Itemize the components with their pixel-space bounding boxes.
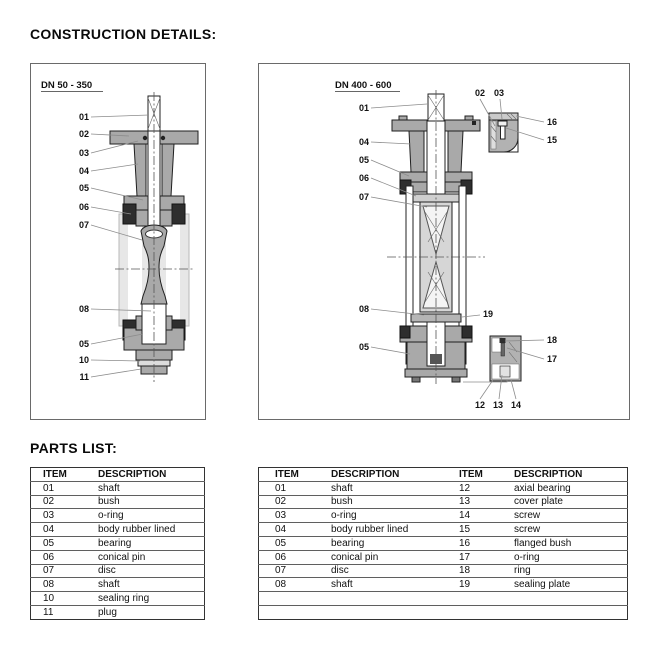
valve-section-dn400: [387, 90, 485, 384]
col-header-description: DESCRIPTION: [331, 468, 400, 480]
callout-dn400-05: 05: [358, 155, 369, 165]
item-cell: 05: [259, 536, 332, 550]
table-row: [259, 495, 628, 509]
dn50-350-label: DN 50 - 350: [41, 80, 93, 91]
description-cell: conical pin: [98, 550, 205, 564]
description-cell: shaft: [98, 481, 205, 495]
table-row: [259, 536, 628, 550]
table-header-row: [259, 468, 628, 482]
item-cell: 14: [444, 509, 514, 523]
table-row: [259, 578, 628, 592]
parts-list-heading: PARTS LIST:: [30, 440, 118, 456]
description-cell: screw: [514, 509, 628, 523]
table-row: [31, 523, 205, 537]
item-cell: 01: [31, 481, 99, 495]
callout-dn50-01: 01: [78, 112, 89, 122]
parts-table-left: [30, 467, 205, 620]
description-cell: bush: [98, 495, 205, 509]
callout-dn50-05b: 05: [78, 339, 89, 349]
callout-dn400-07: 07: [358, 192, 369, 202]
description-cell: bush: [331, 495, 444, 509]
item-cell: 19: [444, 578, 514, 592]
table-row: [259, 523, 628, 537]
callout-dn400-12: 12: [474, 400, 486, 410]
callout-dn50-07: 07: [78, 220, 89, 230]
callout-dn50-02: 02: [78, 129, 89, 139]
item-cell: 07: [259, 564, 332, 578]
description-cell: ring: [514, 564, 628, 578]
item-cell: 08: [259, 578, 332, 592]
item-cell: 11: [31, 605, 99, 619]
detail-inset-bottom: [490, 336, 521, 381]
empty-table-row: [259, 605, 628, 619]
callout-dn400-06: 06: [358, 173, 369, 183]
callout-dn400-02: 02: [474, 88, 486, 98]
description-cell: sealing ring: [98, 592, 205, 606]
description-cell: o-ring: [98, 509, 205, 523]
callout-dn50-11: 11: [79, 372, 89, 382]
dn400-600-drawing: [259, 64, 629, 419]
item-cell: 04: [31, 523, 99, 537]
table-row: [259, 481, 628, 495]
dn50-callouts: [79, 112, 89, 382]
table-row: [31, 605, 205, 619]
detail-inset-top: [489, 113, 518, 152]
item-cell: 16: [444, 536, 514, 550]
table-row: [259, 509, 628, 523]
description-cell: disc: [98, 564, 205, 578]
table-row: [31, 495, 205, 509]
callout-dn400-08: 08: [358, 304, 369, 314]
dn50-350-drawing: [31, 64, 205, 419]
item-cell: 12: [444, 481, 514, 495]
callout-dn400-01: 01: [358, 103, 369, 113]
item-cell: 15: [444, 523, 514, 537]
item-cell: 18: [444, 564, 514, 578]
dn400-600-label: DN 400 - 600: [335, 80, 392, 91]
callout-dn400-19: 19: [483, 309, 494, 319]
description-cell: shaft: [98, 578, 205, 592]
description-cell: flanged bush: [514, 536, 628, 550]
description-cell: axial bearing: [514, 481, 628, 495]
callout-dn400-15: 15: [547, 135, 558, 145]
callout-dn50-05: 05: [78, 183, 89, 193]
table-row: [31, 509, 205, 523]
col-header-item: ITEM: [43, 468, 67, 480]
description-cell: body rubber lined: [331, 523, 444, 537]
description-cell: sealing plate: [514, 578, 628, 592]
item-cell: 05: [31, 536, 99, 550]
col-header-description: DESCRIPTION: [98, 468, 167, 480]
table-row: [31, 592, 205, 606]
description-cell: plug: [98, 605, 205, 619]
table-header-row: [31, 468, 205, 482]
item-cell: 01: [259, 481, 332, 495]
diagram-box-dn400-600: [258, 63, 630, 420]
description-cell: o-ring: [331, 509, 444, 523]
callout-dn50-08: 08: [78, 304, 89, 314]
col-header-description: DESCRIPTION: [514, 468, 583, 480]
callout-dn400-14: 14: [510, 400, 522, 410]
empty-table-row: [259, 592, 628, 606]
callout-dn400-17: 17: [547, 354, 558, 364]
item-cell: 06: [31, 550, 99, 564]
callout-dn400-16: 16: [547, 117, 558, 127]
description-cell: disc: [331, 564, 444, 578]
item-cell: 07: [31, 564, 99, 578]
item-cell: 04: [259, 523, 332, 537]
table-row: [31, 578, 205, 592]
callout-dn400-03: 03: [493, 88, 505, 98]
construction-details-heading: CONSTRUCTION DETAILS:: [30, 26, 217, 42]
callout-dn400-13: 13: [492, 400, 504, 410]
table-row: [259, 564, 628, 578]
description-cell: body rubber lined: [98, 523, 205, 537]
parts-table-right: [258, 467, 628, 620]
item-cell: 13: [444, 495, 514, 509]
diagram-box-dn50-350: [30, 63, 206, 420]
item-cell: 10: [31, 592, 99, 606]
description-cell: bearing: [98, 536, 205, 550]
description-cell: o-ring: [514, 550, 628, 564]
item-cell: 02: [31, 495, 99, 509]
description-cell: screw: [514, 523, 628, 537]
item-cell: 08: [31, 578, 99, 592]
description-cell: conical pin: [331, 550, 444, 564]
item-cell: 02: [259, 495, 332, 509]
table-row: [259, 550, 628, 564]
description-cell: cover plate: [514, 495, 628, 509]
item-cell: 03: [259, 509, 332, 523]
callout-dn400-04: 04: [358, 137, 369, 147]
col-header-item: ITEM: [459, 468, 483, 480]
table-row: [31, 536, 205, 550]
table-row: [31, 481, 205, 495]
callout-dn50-03: 03: [78, 148, 89, 158]
table-row: [31, 550, 205, 564]
description-cell: bearing: [331, 536, 444, 550]
callout-dn50-10: 10: [78, 355, 89, 365]
description-cell: shaft: [331, 481, 444, 495]
item-cell: 17: [444, 550, 514, 564]
table-row: [31, 564, 205, 578]
description-cell: shaft: [331, 578, 444, 592]
callout-dn400-18: 18: [547, 335, 558, 345]
col-header-item: ITEM: [275, 468, 299, 480]
item-cell: 03: [31, 509, 99, 523]
callout-dn400-05b: 05: [358, 342, 369, 352]
callout-dn50-06: 06: [78, 202, 89, 212]
item-cell: 06: [259, 550, 332, 564]
callout-dn50-04: 04: [78, 166, 89, 176]
